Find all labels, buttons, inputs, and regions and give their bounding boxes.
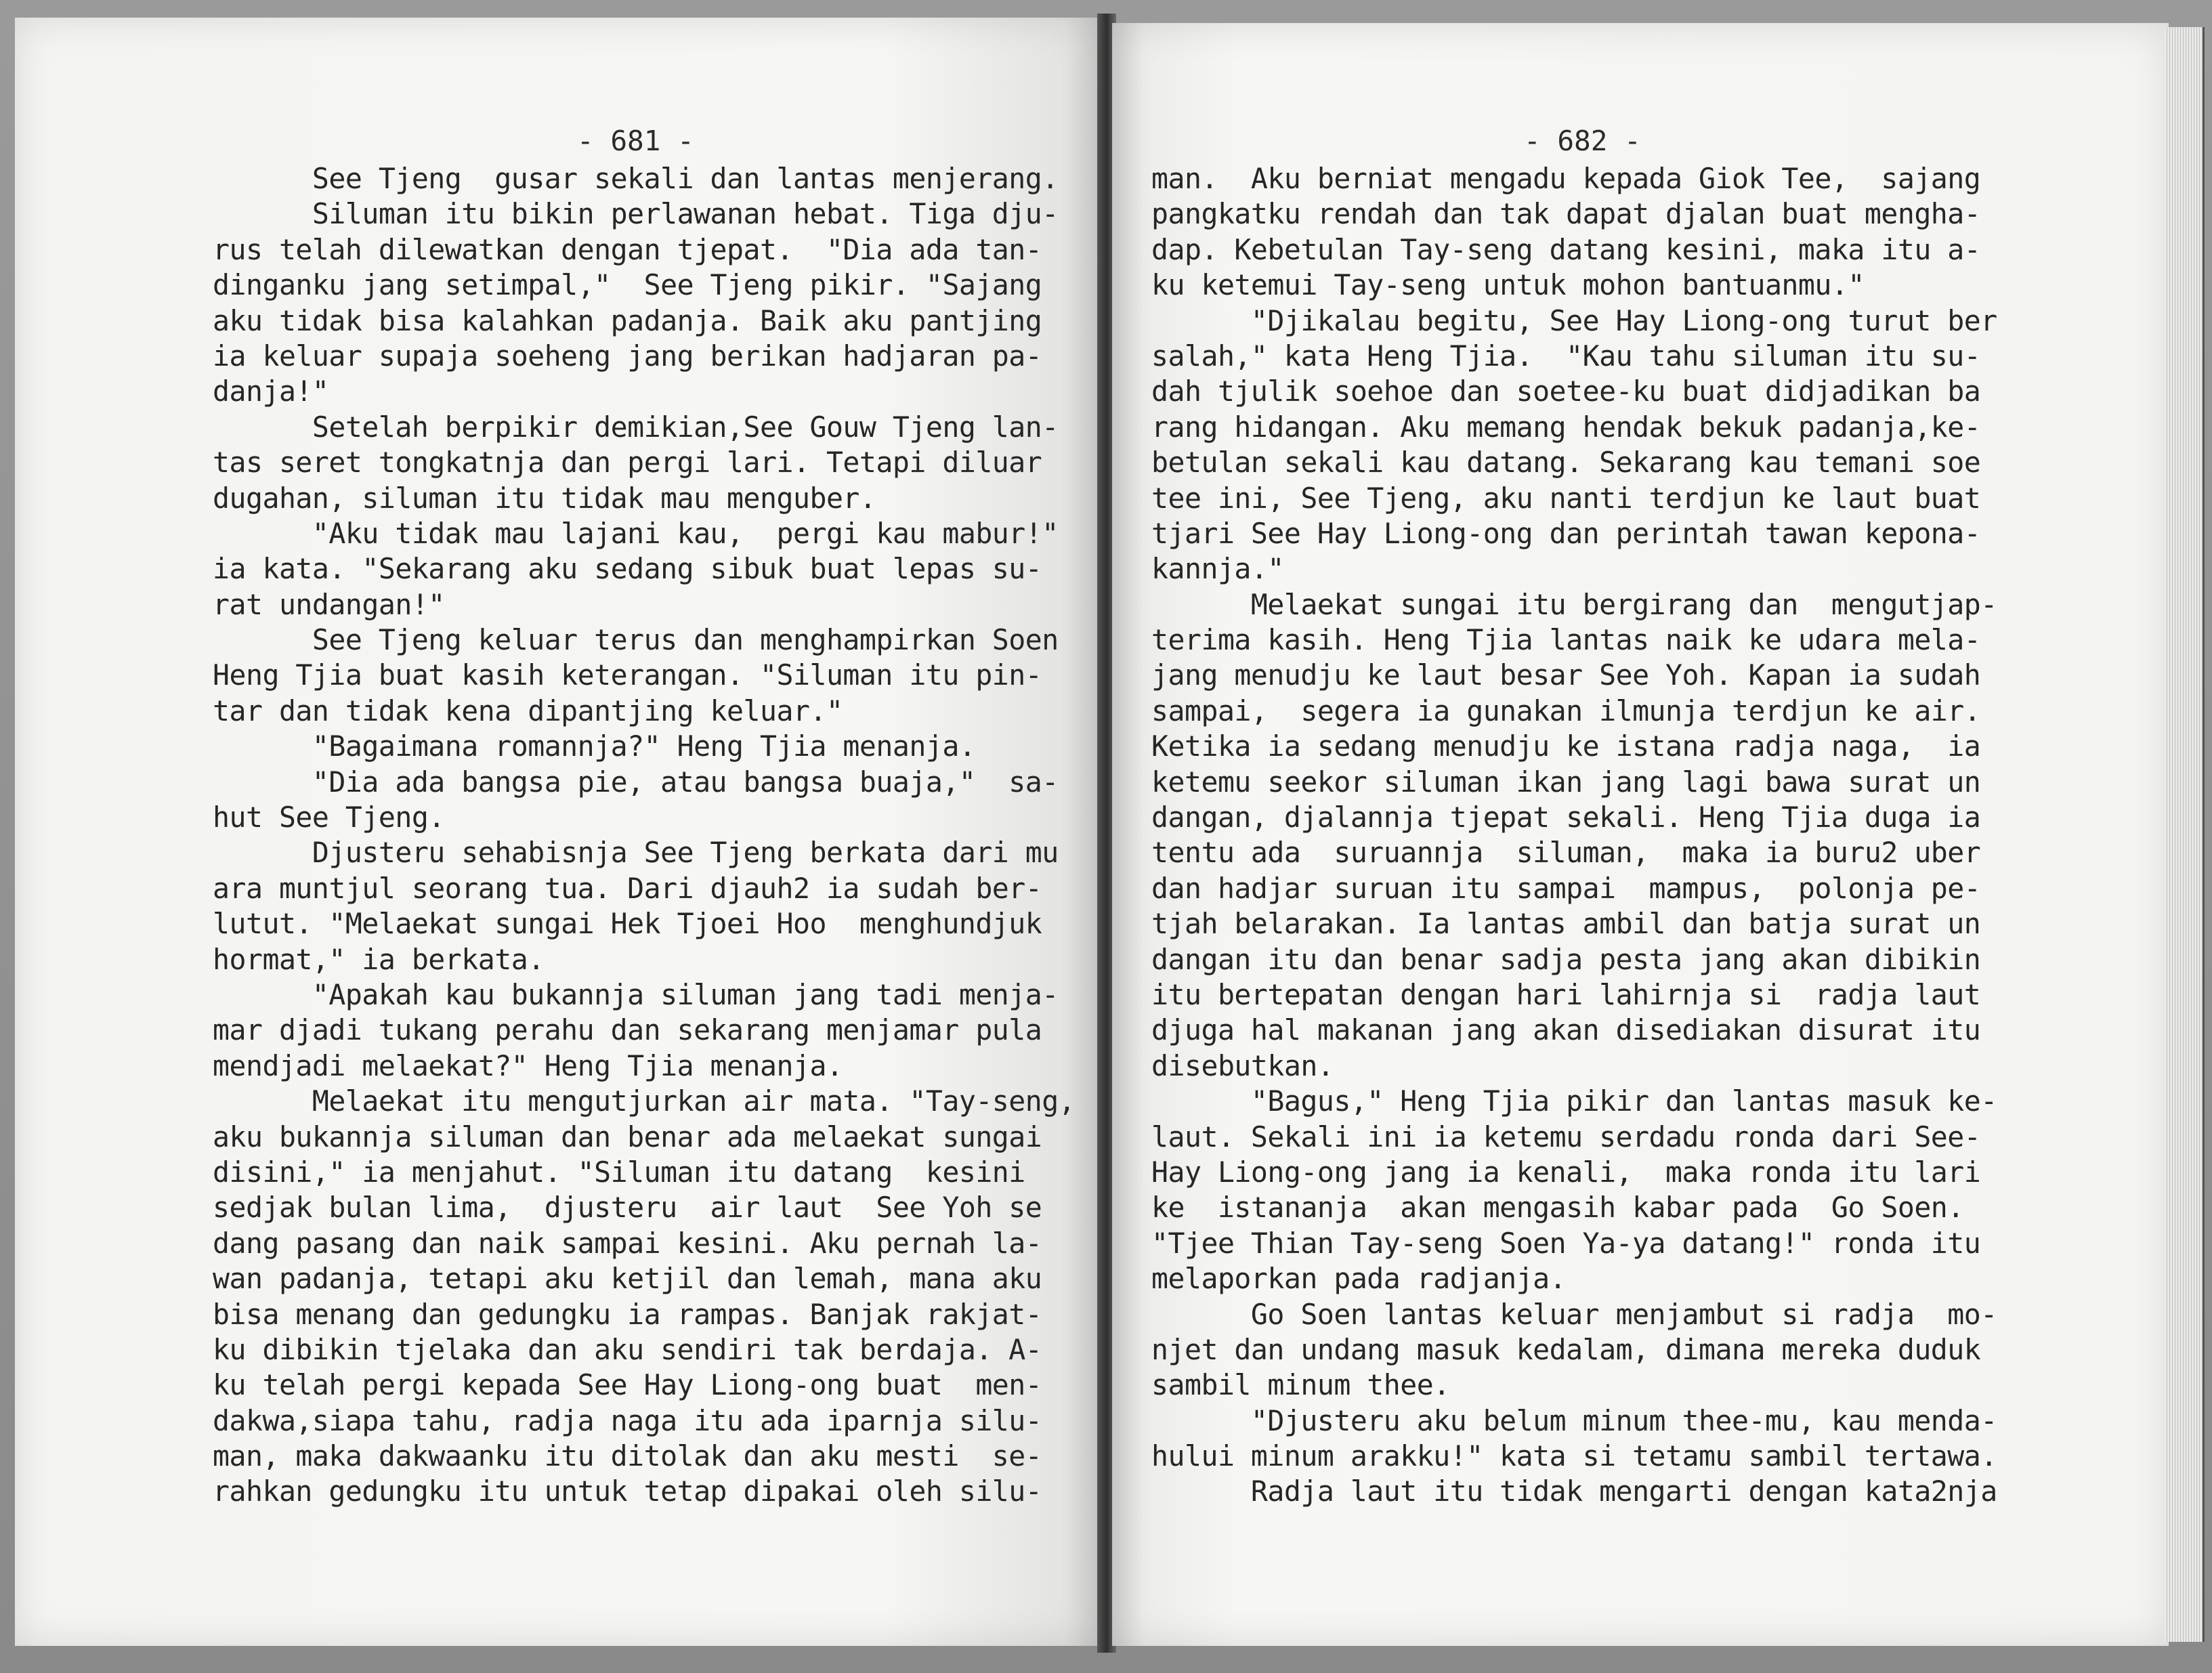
text-line: Setelah berpikir demikian,See Gouw Tjeng lan- xyxy=(213,410,1059,444)
text-line: disebutkan. xyxy=(1151,1049,1334,1082)
text-line: ia keluar supaja soeheng jang berikan hadjaran pa- xyxy=(213,339,1042,373)
text-line: dah tjulik soehoe dan soetee-ku buat didjadikan ba xyxy=(1151,375,1981,408)
left-page-text xyxy=(213,161,1086,1510)
text-line: ku dibikin tjelaka dan aku sendiri tak berdaja. A- xyxy=(213,1332,1042,1366)
text-line: aku bukannja siluman dan benar ada melaekat sungai xyxy=(213,1120,1042,1153)
text-line: hului minum arakku!" kata si tetamu sambil tertawa. xyxy=(1151,1439,1997,1473)
text-line: tjah belarakan. Ia lantas ambil dan batja surat un xyxy=(1151,907,1981,941)
text-line: rang hidangan. Aku memang hendak bekuk padanja,ke- xyxy=(1151,410,1981,444)
text-line: dap. Kebetulan Tay-seng datang kesini, maka itu a- xyxy=(1151,232,1981,266)
text-line: ketemu seekor siluman ikan jang lagi bawa surat un xyxy=(1151,765,1981,799)
text-line: melaporkan pada radjanja. xyxy=(1151,1262,1567,1296)
text-line: Melaekat sungai itu bergirang dan mengutjap- xyxy=(1151,587,1997,621)
text-line: Go Soen lantas keluar menjambut si radja mo- xyxy=(1151,1297,1997,1331)
text-line: sedjak bulan lima, djusteru air laut See Yoh se xyxy=(213,1191,1042,1225)
text-line: dugahan, siluman itu tidak mau menguber. xyxy=(213,481,876,515)
text-line: laut. Sekali ini ia ketemu serdadu ronda dari See- xyxy=(1151,1120,1981,1153)
text-line: hut See Tjeng. xyxy=(213,801,445,834)
text-line: dinganku jang setimpal," See Tjeng pikir. "Sajang xyxy=(213,268,1042,302)
text-line: mendjadi melaekat?" Heng Tjia menanja. xyxy=(213,1049,843,1082)
text-line: "Bagus," Heng Tjia pikir dan lantas masuk ke- xyxy=(1151,1084,1997,1118)
text-line: See Tjeng keluar terus dan menghampirkan Soen xyxy=(213,623,1059,657)
text-line: ia kata. "Sekarang aku sedang sibuk buat lepas su- xyxy=(213,552,1042,586)
text-line: tentu ada suruannja siluman, maka ia buru2 uber xyxy=(1151,836,1981,870)
text-line: "Djusteru aku belum minum thee-mu, kau menda- xyxy=(1151,1403,1997,1437)
text-line: mar djadi tukang perahu dan sekarang menjamar pula xyxy=(213,1013,1042,1047)
text-line: Radja laut itu tidak mengarti dengan kata2nja xyxy=(1151,1475,1997,1508)
text-line: Siluman itu bikin perlawanan hebat. Tiga dju- xyxy=(213,197,1059,231)
text-line: hormat," ia berkata. xyxy=(213,942,545,976)
text-line: dan hadjar suruan itu sampai mampus, polonja pe- xyxy=(1151,871,1981,905)
text-line: tar dan tidak kena dipantjing keluar." xyxy=(213,694,843,727)
text-line: See Tjeng gusar sekali dan lantas menjerang. xyxy=(213,162,1059,195)
text-line: aku tidak bisa kalahkan padanja. Baik aku pantjing xyxy=(213,303,1042,337)
text-line: dang pasang dan naik sampai kesini. Aku pernah la- xyxy=(213,1226,1042,1260)
page-edges xyxy=(2165,27,2205,1642)
text-line: kannja." xyxy=(1151,552,1284,586)
text-line: pangkatku rendah dan tak dapat djalan buat mengha- xyxy=(1151,197,1981,231)
text-line: tas seret tongkatnja dan pergi lari. Tetapi diluar xyxy=(213,446,1042,480)
text-line: dakwa,siapa tahu, radja naga itu ada iparnja silu- xyxy=(213,1403,1042,1437)
text-line: betulan sekali kau datang. Sekarang kau temani soe xyxy=(1151,446,1981,480)
text-line: ku telah pergi kepada See Hay Liong-ong buat men- xyxy=(213,1368,1042,1402)
text-line: "Djikalau begitu, See Hay Liong-ong turut ber xyxy=(1151,303,1997,337)
text-line: salah," kata Heng Tjia. "Kau tahu siluman itu su- xyxy=(1151,339,1981,373)
text-line: wan padanja, tetapi aku ketjil dan lemah, mana aku xyxy=(213,1262,1042,1296)
text-line: njet dan undang masuk kedalam, dimana mereka duduk xyxy=(1151,1332,1981,1366)
text-line: rat undangan!" xyxy=(213,587,445,621)
text-line: disini," ia menjahut. "Siluman itu datang kesini xyxy=(213,1155,1025,1189)
text-line: ke istananja akan mengasih kabar pada Go Soen. xyxy=(1151,1191,1964,1225)
text-line: sambil minum thee. xyxy=(1151,1368,1450,1402)
text-line: Ketika ia sedang menudju ke istana radja naga, ia xyxy=(1151,729,1981,763)
text-line: ku ketemui Tay-seng untuk mohon bantuanmu." xyxy=(1151,268,1865,302)
text-line: dangan itu dan benar sadja pesta jang akan dibikin xyxy=(1151,942,1981,976)
page-number-left: - 681 - xyxy=(577,125,694,157)
text-line: "Tjee Thian Tay-seng Soen Ya-ya datang!" ronda itu xyxy=(1151,1226,1981,1260)
text-line: "Bagaimana romannja?" Heng Tjia menanja. xyxy=(213,729,976,763)
right-page-text xyxy=(1151,161,2113,1510)
text-line: Heng Tjia buat kasih keterangan. "Siluman itu pin- xyxy=(213,658,1042,692)
text-line: jang menudju ke laut besar See Yoh. Kapan ia sudah xyxy=(1151,658,1981,692)
text-line: man. Aku berniat mengadu kepada Giok Tee, sajang xyxy=(1151,162,1981,195)
page-number-right: - 682 - xyxy=(1524,125,1641,157)
text-line: tjari See Hay Liong-ong dan perintah tawan kepona- xyxy=(1151,516,1981,550)
text-line: ara muntjul seorang tua. Dari djauh2 ia sudah ber- xyxy=(213,871,1042,905)
text-line: Djusteru sehabisnja See Tjeng berkata dari mu xyxy=(213,836,1059,870)
text-line: terima kasih. Heng Tjia lantas naik ke udara mela- xyxy=(1151,623,1981,657)
text-line: tee ini, See Tjeng, aku nanti terdjun ke laut buat xyxy=(1151,481,1981,515)
text-line: sampai, segera ia gunakan ilmunja terdjun ke air. xyxy=(1151,694,1981,727)
text-line: "Aku tidak mau lajani kau, pergi kau mabur!" xyxy=(213,516,1059,550)
text-line: "Apakah kau bukannja siluman jang tadi menja- xyxy=(213,977,1059,1011)
text-line: rus telah dilewatkan dengan tjepat. "Dia ada tan- xyxy=(213,232,1042,266)
text-line: danja!" xyxy=(213,375,329,408)
text-line: bisa menang dan gedungku ia rampas. Banjak rakjat- xyxy=(213,1297,1042,1331)
text-line: lutut. "Melaekat sungai Hek Tjoei Hoo menghundjuk xyxy=(213,907,1042,941)
text-line: "Dia ada bangsa pie, atau bangsa buaja," sa- xyxy=(213,765,1059,799)
text-line: man, maka dakwaanku itu ditolak dan aku mesti se- xyxy=(213,1439,1042,1473)
text-line: itu bertepatan dengan hari lahirnja si radja laut xyxy=(1151,977,1981,1011)
text-line: djuga hal makanan jang akan disediakan disurat itu xyxy=(1151,1013,1981,1047)
text-line: Hay Liong-ong jang ia kenali, maka ronda itu lari xyxy=(1151,1155,1981,1189)
text-line: dangan, djalannja tjepat sekali. Heng Tjia duga ia xyxy=(1151,801,1981,834)
text-line: Melaekat itu mengutjurkan air mata. "Tay-seng, xyxy=(213,1084,1076,1118)
text-line: rahkan gedungku itu untuk tetap dipakai oleh silu- xyxy=(213,1475,1042,1508)
